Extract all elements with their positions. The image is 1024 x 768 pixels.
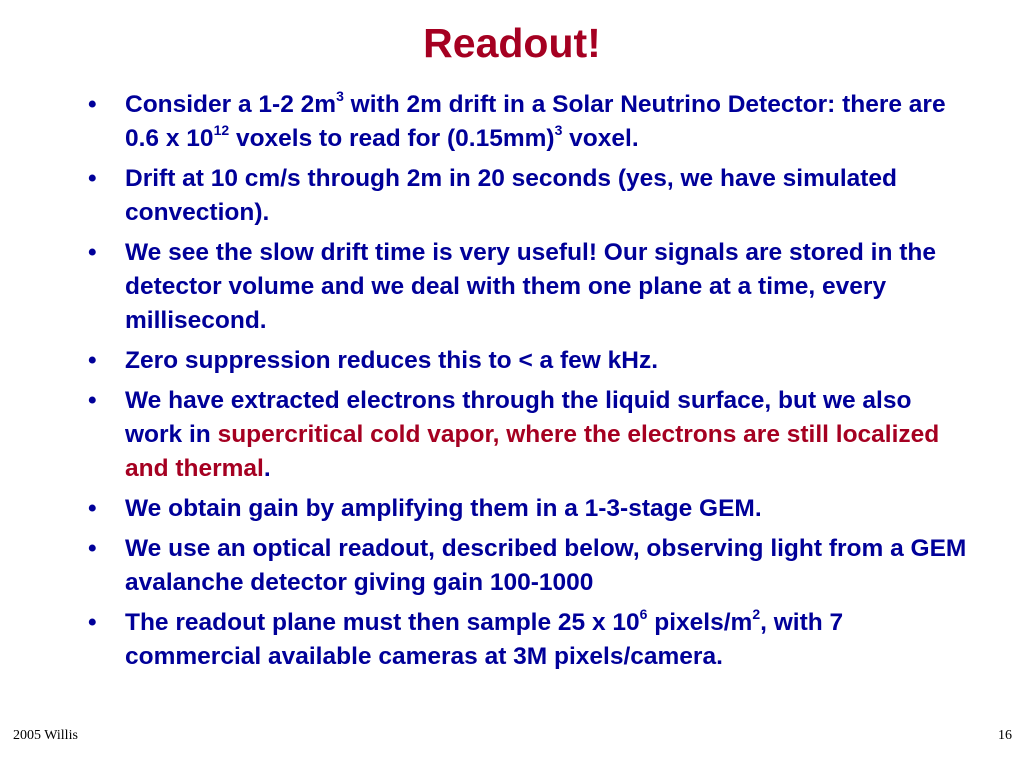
bullet-dot-icon: • bbox=[88, 91, 97, 118]
bullet-dot-icon: • bbox=[88, 239, 97, 266]
bullet-text: voxel. bbox=[562, 125, 639, 152]
bullet-item bbox=[88, 606, 968, 674]
bullet-text: We obtain gain by amplifying them in a 1-3-stage GEM. bbox=[125, 495, 762, 522]
bullet-item bbox=[88, 492, 968, 526]
bullet-dot-icon: • bbox=[88, 387, 97, 414]
bullet-item bbox=[88, 344, 968, 378]
bullet-text: We have extracted electrons through the liquid surface, but we also work in bbox=[125, 387, 912, 448]
bullet-dot-icon: • bbox=[88, 495, 97, 522]
superscript: 12 bbox=[213, 121, 230, 138]
bullet-dot-icon: • bbox=[88, 535, 97, 562]
bullet-text: voxels to read for (0.15mm) bbox=[229, 125, 555, 152]
bullet-item bbox=[88, 162, 968, 230]
bullet-text: , with 7 commercial available cameras at 3M pixels/camera. bbox=[125, 609, 844, 670]
bullet-text: We see the slow drift time is very useful! Our signals are stored in the detector volume and we deal with them one plane at a time, every millisecond. bbox=[125, 239, 937, 334]
superscript: 3 bbox=[336, 87, 344, 104]
superscript: 3 bbox=[554, 121, 563, 138]
bullet-dot-icon: • bbox=[88, 609, 97, 636]
bullet-item bbox=[88, 384, 968, 486]
bullet-item bbox=[88, 88, 968, 156]
slide-title: Readout! bbox=[423, 20, 601, 66]
bullet-item bbox=[88, 532, 968, 600]
highlight-text: supercritical cold vapor, where the electrons are still localized and thermal bbox=[125, 421, 940, 482]
superscript: 2 bbox=[752, 605, 761, 622]
bullet-dot-icon: • bbox=[88, 347, 97, 374]
footer-author: 2005 Willis bbox=[13, 728, 78, 743]
page-number: 16 bbox=[998, 728, 1012, 743]
bullet-text: pixels/m bbox=[647, 609, 753, 636]
bullet-text: Drift at 10 cm/s through 2m in 20 seconds (yes, we have simulated convection). bbox=[125, 165, 898, 226]
bullet-item bbox=[88, 236, 968, 338]
bullet-text: with 2m drift in a Solar Neutrino Detector: there are 0.6 x 10 bbox=[125, 91, 946, 152]
bullet-text: Consider a 1-2 2m bbox=[125, 91, 337, 118]
bullet-dot-icon: • bbox=[88, 165, 97, 192]
bullet-list bbox=[88, 88, 968, 680]
bullet-text: Zero suppression reduces this to < a few kHz. bbox=[125, 347, 659, 374]
bullet-text: The readout plane must then sample 25 x 10 bbox=[125, 609, 640, 636]
superscript: 6 bbox=[639, 605, 648, 622]
bullet-text: . bbox=[263, 455, 271, 482]
bullet-text: We use an optical readout, described below, observing light from a GEM avalanche detector giving gain 100-1000 bbox=[125, 535, 967, 596]
